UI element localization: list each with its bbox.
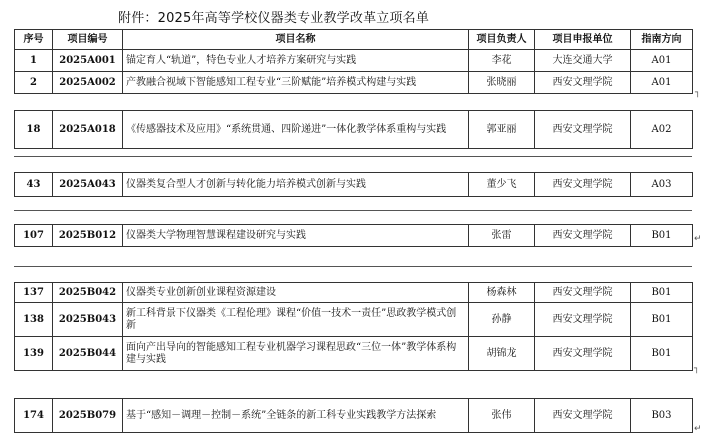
row-separator-line	[14, 266, 692, 267]
project-leader: 李花	[469, 50, 535, 72]
table-segment-2	[14, 110, 693, 149]
project-code: 2025A001	[53, 50, 123, 72]
row-number: 139	[15, 337, 53, 371]
project-name: 基于“感知－调理－控制－系统”全链条的新工科专业实践教学方法探索	[123, 399, 469, 433]
guide-direction: A02	[631, 111, 693, 149]
table-segment-4	[14, 224, 693, 247]
table-row	[15, 337, 693, 371]
applicant-unit: 西安文理学院	[535, 337, 631, 371]
project-code: 2025A018	[53, 111, 123, 149]
table-segment-6	[14, 398, 693, 433]
applicant-unit: 西安文理学院	[535, 283, 631, 303]
column-header: 项目名称	[123, 30, 469, 50]
applicant-unit: 西安文理学院	[535, 111, 631, 149]
project-code: 2025A043	[53, 173, 123, 197]
row-number: 2	[15, 72, 53, 94]
paragraph-mark: ┐	[694, 364, 700, 374]
applicant-unit: 西安文理学院	[535, 72, 631, 94]
applicant-unit: 西安文理学院	[535, 303, 631, 337]
applicant-unit: 大连交通大学	[535, 50, 631, 72]
guide-direction: B01	[631, 283, 693, 303]
project-leader: 张伟	[469, 399, 535, 433]
table-row	[15, 225, 693, 247]
applicant-unit: 西安文理学院	[535, 225, 631, 247]
project-name: 仪器类专业创新创业课程资源建设	[123, 283, 469, 303]
guide-direction: B03	[631, 399, 693, 433]
project-name: 新工科背景下仪器类《工程伦理》课程“价值一技术一责任”思政教学模式创新	[123, 303, 469, 337]
table-row	[15, 111, 693, 149]
row-number: 138	[15, 303, 53, 337]
column-header: 项目申报单位	[535, 30, 631, 50]
project-name: 仪器类复合型人才创新与转化能力培养模式创新与实践	[123, 173, 469, 197]
guide-direction: A01	[631, 72, 693, 94]
table-row	[15, 303, 693, 337]
column-header: 序号	[15, 30, 53, 50]
project-name: 产教融合视域下智能感知工程专业“三阶赋能”培养模式构建与实践	[123, 72, 469, 94]
paragraph-mark: ↵	[694, 234, 702, 244]
project-code: 2025B012	[53, 225, 123, 247]
project-name: 仪器类大学物理智慧课程建设研究与实践	[123, 225, 469, 247]
guide-direction: B01	[631, 303, 693, 337]
project-leader: 张雷	[469, 225, 535, 247]
column-header: 项目编号	[53, 30, 123, 50]
project-code: 2025B042	[53, 283, 123, 303]
document-title: 附件：2025年高等学校仪器类专业教学改革立项名单	[118, 11, 430, 26]
table-segment-1	[14, 29, 693, 94]
project-name: 锚定育人“轨道”，特色专业人才培养方案研究与实践	[123, 50, 469, 72]
row-number: 174	[15, 399, 53, 433]
column-header: 指南方向	[631, 30, 693, 50]
guide-direction: B01	[631, 337, 693, 371]
applicant-unit: 西安文理学院	[535, 399, 631, 433]
guide-direction: A01	[631, 50, 693, 72]
row-number: 18	[15, 111, 53, 149]
paragraph-mark: ┐	[695, 88, 701, 98]
project-leader: 郭亚丽	[469, 111, 535, 149]
table-segment-3	[14, 172, 693, 197]
row-separator-line	[14, 156, 692, 157]
table-row	[15, 399, 693, 433]
row-number: 107	[15, 225, 53, 247]
project-code: 2025B044	[53, 337, 123, 371]
table-row	[15, 173, 693, 197]
column-header: 项目负责人	[469, 30, 535, 50]
row-separator-line	[14, 210, 692, 211]
row-number: 137	[15, 283, 53, 303]
table-header-row	[15, 30, 693, 50]
table-segment-5	[14, 282, 693, 371]
project-name: 《传感器技术及应用》“系统贯通、四阶递进”一体化教学体系重构与实践	[123, 111, 469, 149]
project-code: 2025B079	[53, 399, 123, 433]
row-number: 1	[15, 50, 53, 72]
guide-direction: A03	[631, 173, 693, 197]
project-name: 面向产出导向的智能感知工程专业机器学习课程思政“三位一体”教学体系构建与实践	[123, 337, 469, 371]
project-code: 2025A002	[53, 72, 123, 94]
guide-direction: B01	[631, 225, 693, 247]
applicant-unit: 西安文理学院	[535, 173, 631, 197]
table-row	[15, 72, 693, 94]
project-code: 2025B043	[53, 303, 123, 337]
paragraph-mark: ↵	[694, 424, 702, 434]
row-number: 43	[15, 173, 53, 197]
table-row	[15, 50, 693, 72]
project-leader: 杨森林	[469, 283, 535, 303]
table-row	[15, 283, 693, 303]
project-leader: 孙静	[469, 303, 535, 337]
project-leader: 胡锦龙	[469, 337, 535, 371]
project-leader: 张晓丽	[469, 72, 535, 94]
project-leader: 董少飞	[469, 173, 535, 197]
